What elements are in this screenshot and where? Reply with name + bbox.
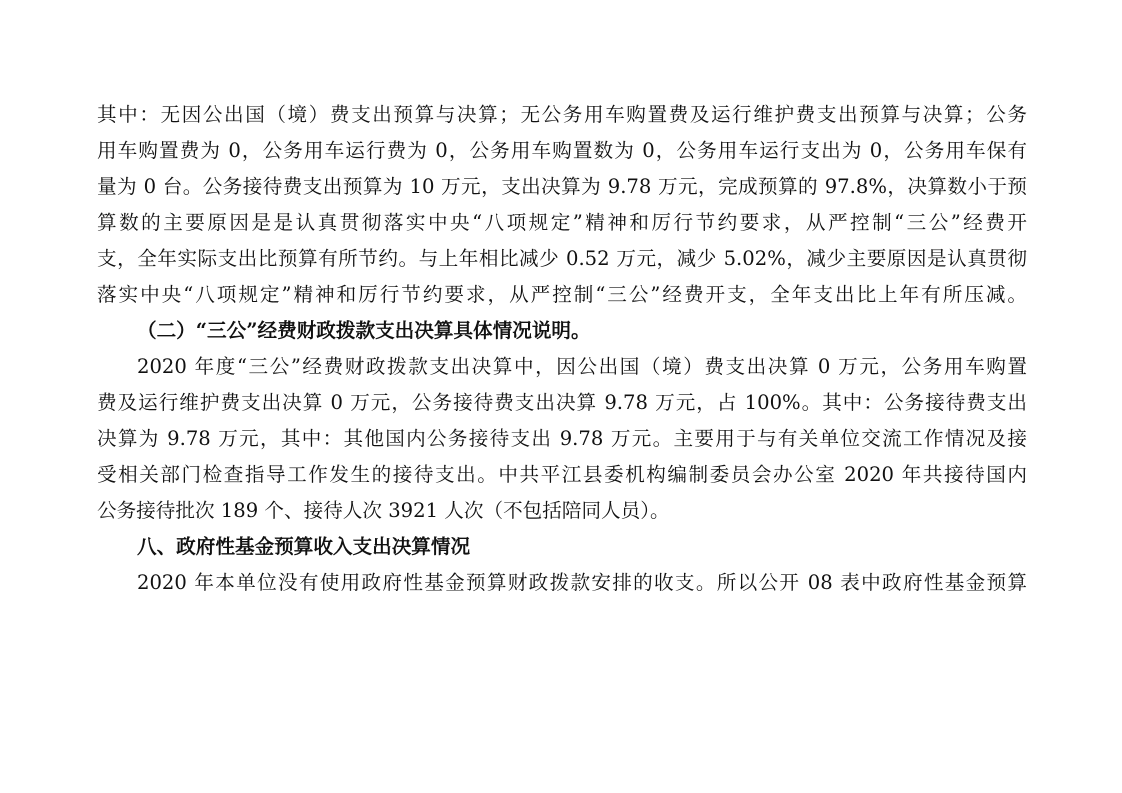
paragraph-line-11: 公务接待批次 189 个、接待人次 3921 人次（不包括陪同人员）。	[97, 499, 670, 522]
section-heading-government-fund: 八、政府性基金预算收入支出决算情况	[137, 535, 471, 558]
paragraph-line-9: 决算为 9.78 万元，其中：其他国内公务接待支出 9.78 万元。主要用于与有关单位交流工作情况及接	[97, 427, 1027, 450]
paragraph-line-12: 2020 年本单位没有使用政府性基金预算财政拨款安排的收支。所以公开 08 表中政府性基金预算	[137, 571, 1027, 594]
paragraph-line-8: 费及运行维护费支出决算 0 万元，公务接待费支出决算 9.78 万元，占 100%。其中：公务接待费支出	[97, 391, 1027, 414]
paragraph-line-10: 受相关部门检查指导工作发生的接待支出。中共平江县委机构编制委员会办公室 2020 年共接待国内	[97, 463, 1027, 486]
section-heading-three-public-expenses: （二）“三公”经费财政拨款支出决算具体情况说明。	[137, 319, 591, 342]
paragraph-line-6: 落实中央“八项规定”精神和厉行节约要求，从严控制“三公”经费开支，全年支出比上年有所压减。	[97, 283, 1027, 306]
paragraph-line-3: 量为 0 台。公务接待费支出预算为 10 万元，支出决算为 9.78 万元，完成预算的 97.8%，决算数小于预	[97, 175, 1027, 198]
paragraph-line-4: 算数的主要原因是是认真贯彻落实中央“八项规定”精神和厉行节约要求，从严控制“三公”经费开	[97, 211, 1027, 234]
paragraph-line-2: 用车购置费为 0，公务用车运行费为 0，公务用车购置数为 0，公务用车运行支出为 0，公务用车保有	[97, 139, 1027, 162]
document-body	[97, 97, 1027, 601]
paragraph-line-7: 2020 年度“三公”经费财政拨款支出决算中，因公出国（境）费支出决算 0 万元，公务用车购置	[137, 355, 1027, 378]
paragraph-line-1: 其中：无因公出国（境）费支出预算与决算；无公务用车购置费及运行维护费支出预算与决算；公务	[97, 103, 1027, 126]
paragraph-line-5: 支，全年实际支出比预算有所节约。与上年相比减少 0.52 万元，减少 5.02%，减少主要原因是认真贯彻	[97, 247, 1027, 270]
